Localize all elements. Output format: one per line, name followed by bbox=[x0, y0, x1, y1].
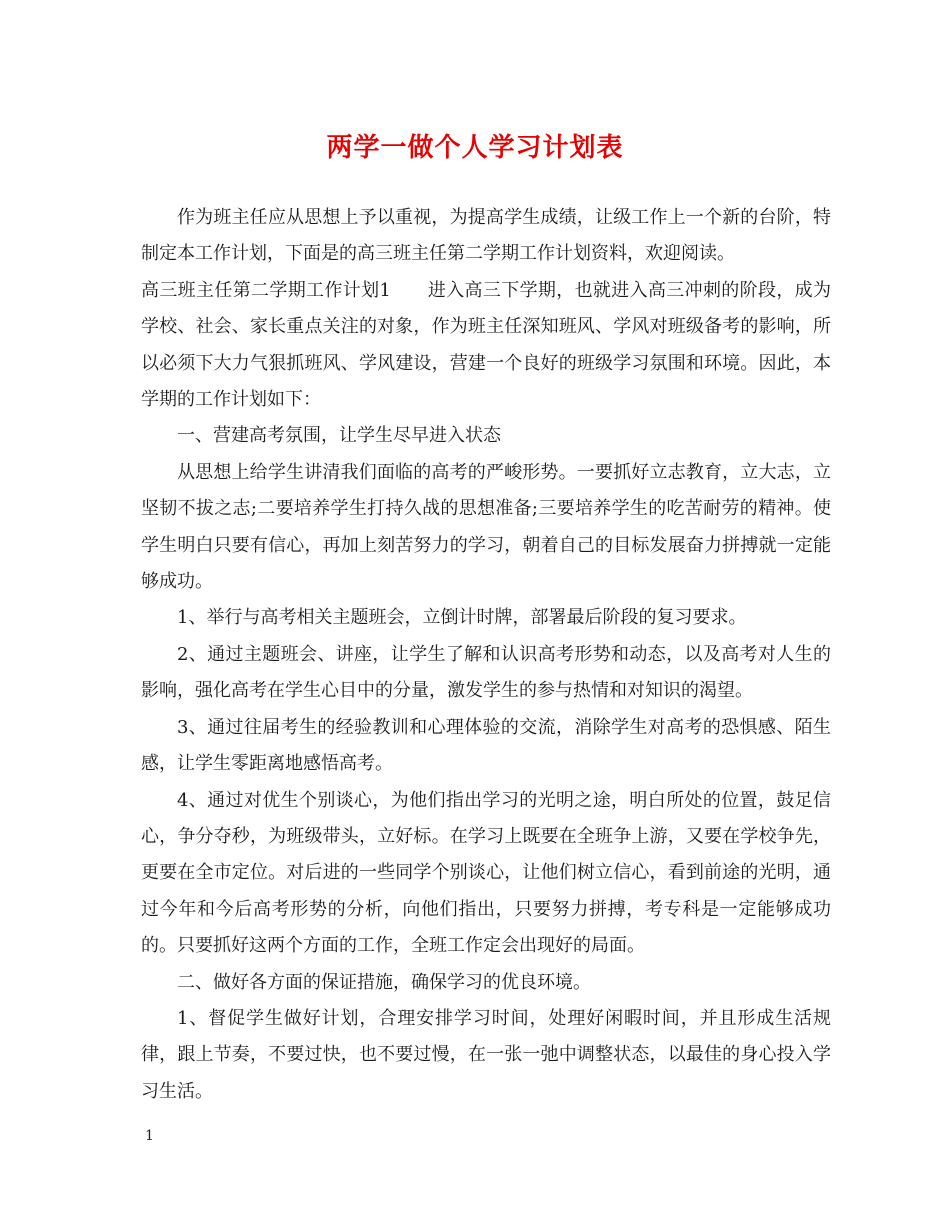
list-item: 4、通过对优生个别谈心，为他们指出学习的光明之途，明白所处的位置，鼓足信心，争分夺秒，为班级带头，立好标。在学习上既要在全班争上游，又要在学校争先，更要在全市定位。对后进的一些同学个别谈心，让他们树立信心，看到前途的光明，通过今年和今后高考形势的分析，向他们指出，只要努力拼搏，考专科是一定能够成功的。只要抓好这两个方面的工作，全班工作定会出现好的局面。 bbox=[141, 789, 831, 957]
section-heading-1: 一、营建高考氛围，让学生尽早进入状态 bbox=[177, 425, 501, 447]
section-heading-2: 二、做好各方面的保证措施，确保学习的优良环境。 bbox=[177, 971, 591, 993]
document-body bbox=[141, 200, 831, 1110]
page-number: 1 bbox=[145, 1128, 154, 1144]
document-title: 两学一做个人学习计划表 bbox=[326, 133, 624, 163]
list-item: 1、举行与高考相关主题班会，立倒计时牌，部署最后阶段的复习要求。 bbox=[177, 607, 747, 629]
list-item: 3、通过往届考生的经验教训和心理体验的交流，消除学生对高考的恐惧感、陌生感，让学生零距离地感悟高考。 bbox=[141, 716, 831, 775]
paragraph-intro: 作为班主任应从思想上予以重视，为提高学生成绩，让级工作上一个新的台阶，特制定本工作计划，下面是的高三班主任第二学期工作计划资料，欢迎阅读。 bbox=[141, 207, 831, 265]
paragraph: 从思想上给学生讲清我们面临的高考的严峻形势。一要抓好立志教育，立大志，立坚韧不拔之志;二要培养学生打持久战的思想准备;三要培养学生的吃苦耐劳的精神。使学生明白只要有信心，再加上刻苦努力的学习，朝着自己的目标发展奋力拼搏就一定能够成功。 bbox=[141, 461, 831, 593]
paragraph-plan-heading: 高三班主任第二学期工作计划1 进入高三下学期，也就进入高三冲刺的阶段，成为学校、社会、家长重点关注的对象，作为班主任深知班风、学风对班级备考的影响，所以必须下大力气狠抓班风、学风建设，营建一个良好的班级学习氛围和环境。因此，本学期的工作计划如下： bbox=[141, 279, 831, 411]
list-item: 2、通过主题班会、讲座，让学生了解和认识高考形势和动态，以及高考对人生的影响，强化高考在学生心目中的分量，激发学生的参与热情和对知识的渴望。 bbox=[141, 643, 831, 702]
list-item: 1、督促学生做好计划，合理安排学习时间，处理好闲暇时间，并且形成生活规律，跟上节奏，不要过快，也不要过慢，在一张一弛中调整状态，以最佳的身心投入学习生活。 bbox=[141, 1007, 831, 1102]
